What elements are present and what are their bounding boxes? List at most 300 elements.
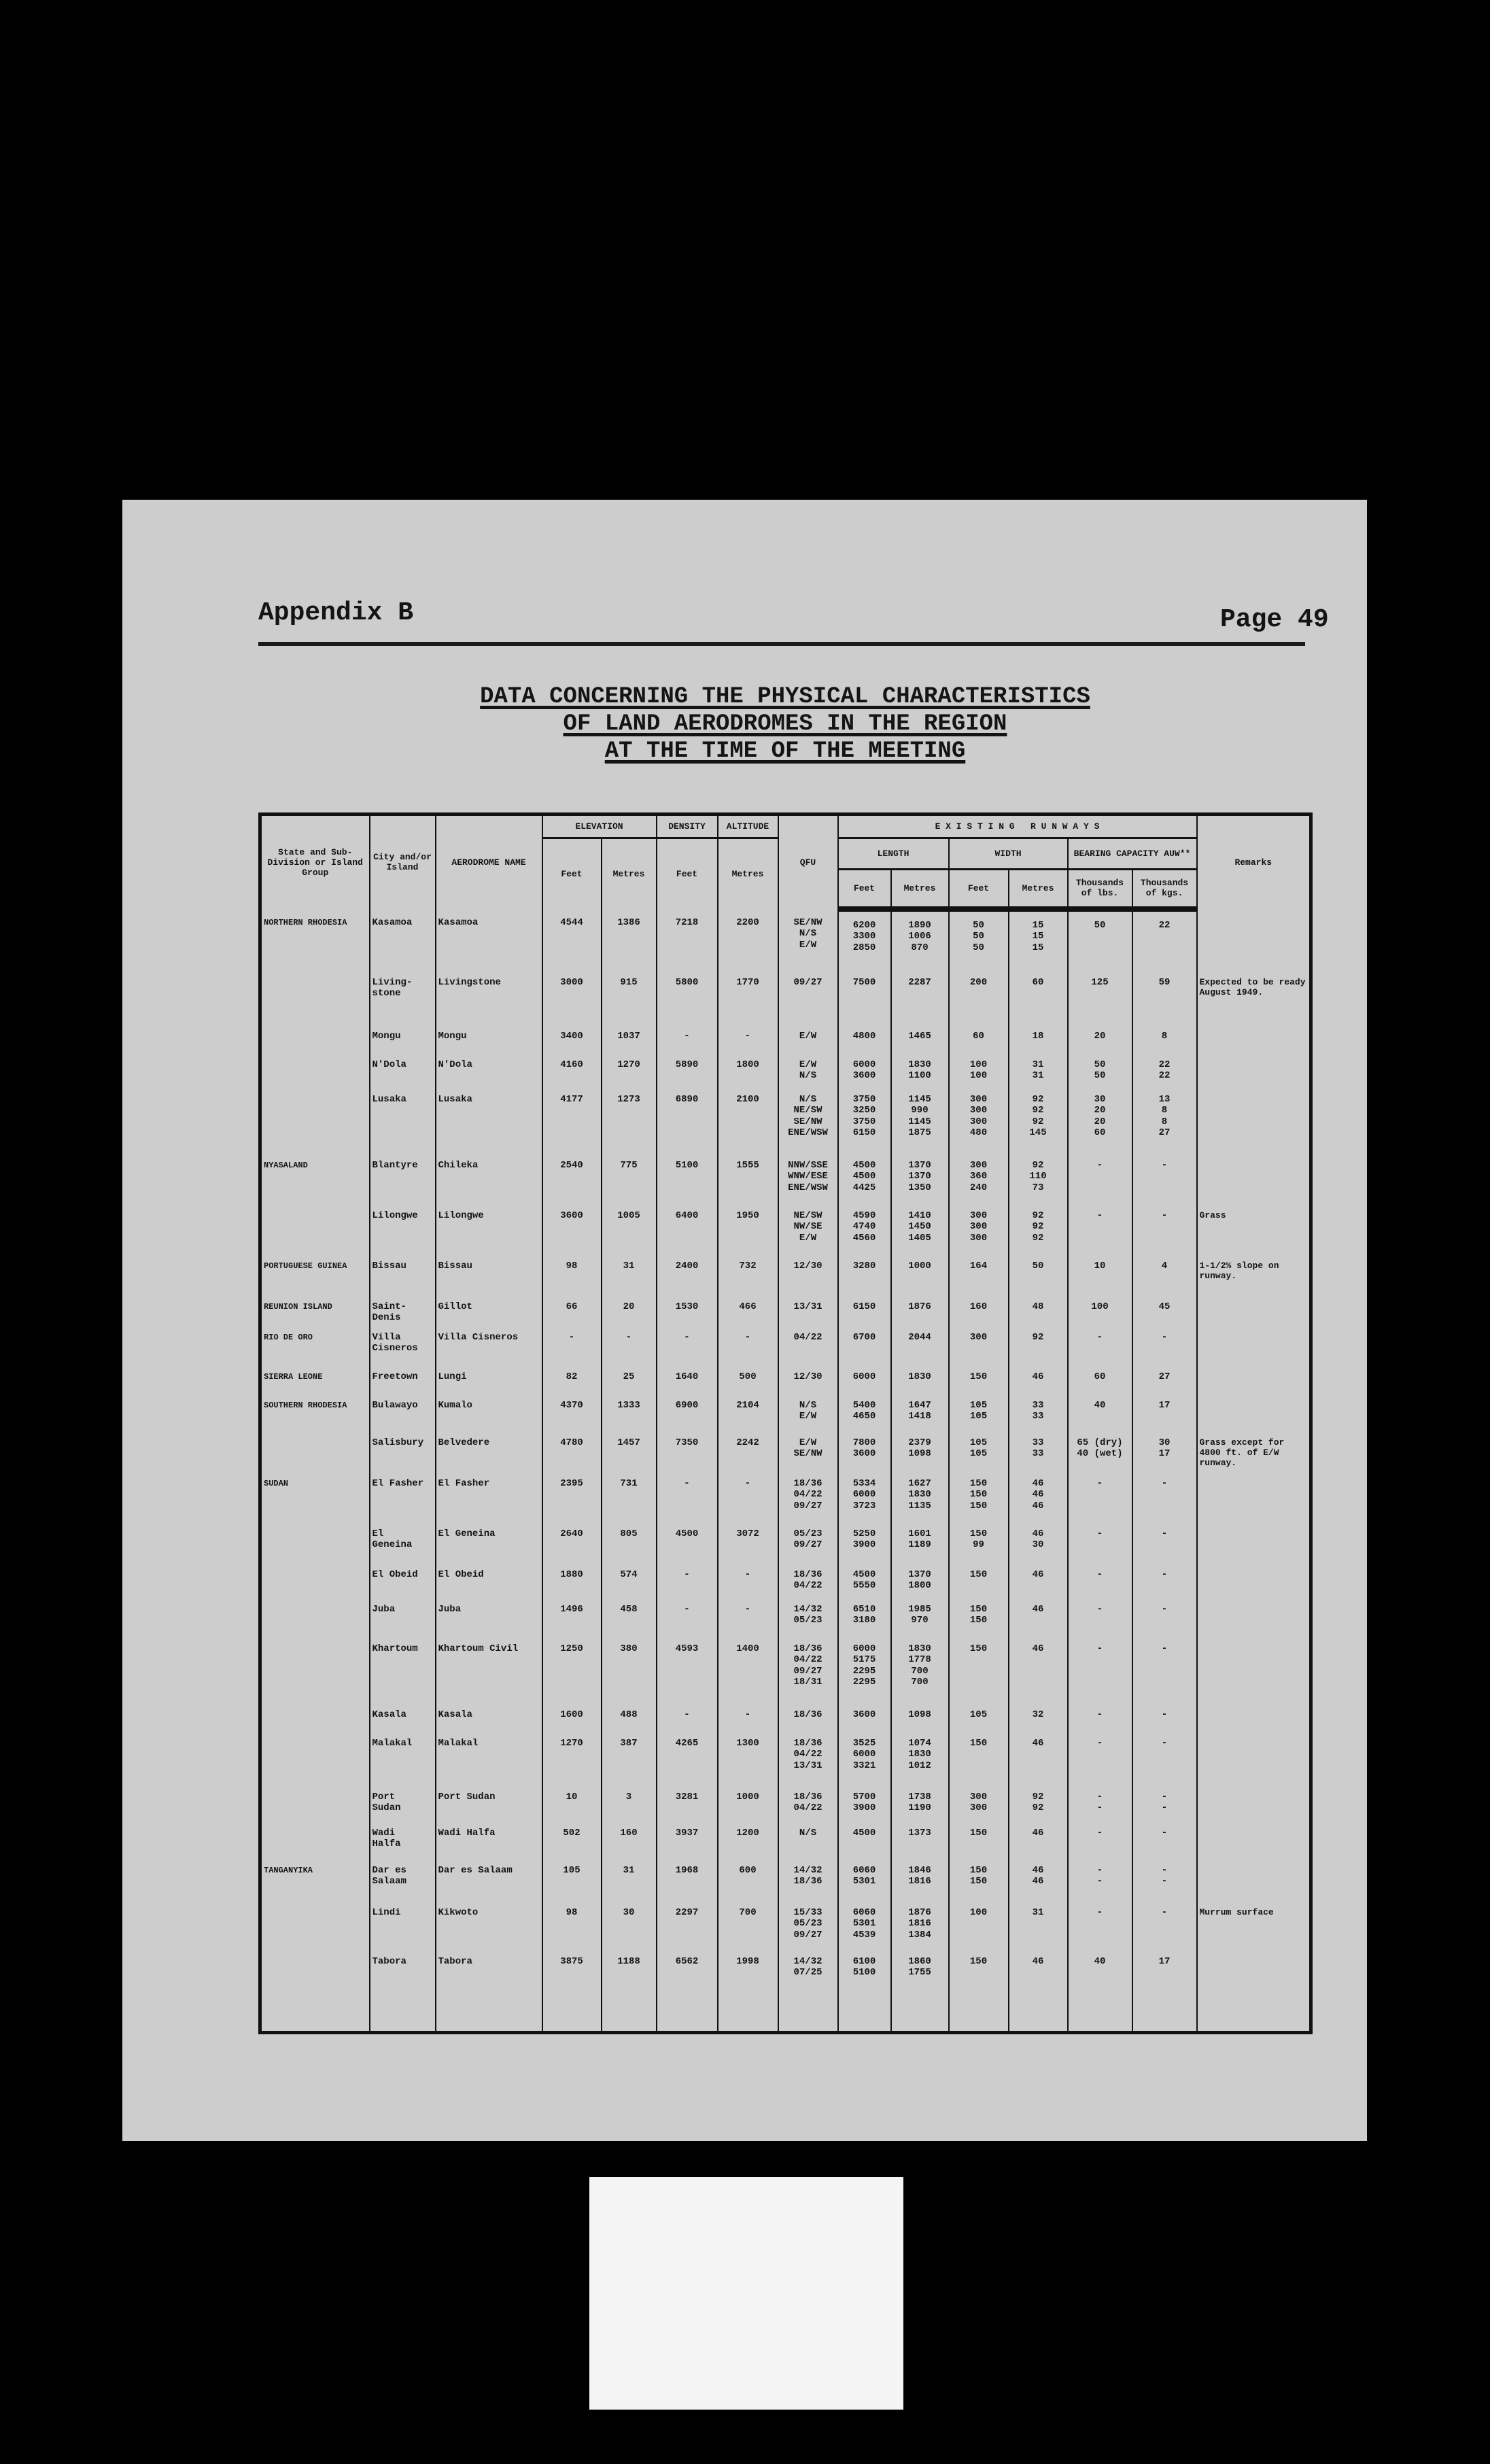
runway-width-metres-cell: 15 15 15 (1009, 909, 1068, 969)
elevation-metres-cell: 25 (602, 1363, 657, 1392)
runway-length-feet-cell: 6700 (838, 1324, 891, 1363)
runway-width-metres-cell: 32 (1009, 1701, 1068, 1730)
qfu-cell: 18/36 04/22 09/27 (778, 1470, 838, 1520)
elevation-feet-cell: 10 (542, 1783, 602, 1819)
runway-length-feet-cell: 6150 (838, 1293, 891, 1324)
qfu-cell: 05/23 09/27 (778, 1520, 838, 1561)
appendix-label: Appendix B (258, 598, 414, 628)
city-cell: Bissau (370, 1252, 436, 1293)
density-altitude-metres-cell: 1770 (718, 969, 778, 1023)
qfu-cell: 18/36 04/22 (778, 1561, 838, 1596)
table-row (260, 1857, 1311, 1899)
bearing-capacity-kgs-cell: - (1132, 1324, 1197, 1363)
state-cell (260, 1948, 370, 2033)
runway-length-metres-cell: 1098 (891, 1701, 949, 1730)
header-aerodrome: AERODROME NAME (436, 815, 542, 909)
state-cell: TANGANYIKA (260, 1857, 370, 1899)
runway-length-feet-cell: 4500 (838, 1819, 891, 1857)
density-altitude-feet-cell: 1968 (657, 1857, 718, 1899)
aerodrome-name-cell: Wadi Halfa (436, 1819, 542, 1857)
runway-width-metres-cell: 92 92 (1009, 1783, 1068, 1819)
bearing-capacity-kgs-cell: 8 (1132, 1023, 1197, 1051)
elevation-feet-cell: 2640 (542, 1520, 602, 1561)
state-cell (260, 1429, 370, 1470)
runway-length-metres-cell: 1738 1190 (891, 1783, 949, 1819)
aerodrome-name-cell: Juba (436, 1596, 542, 1635)
header-existing-runways: E X I S T I N G R U N W A Y S (838, 815, 1197, 838)
table-row (260, 1783, 1311, 1819)
remarks-cell: Expected to be ready August 1949. (1197, 969, 1311, 1023)
bearing-capacity-kgs-cell: 45 (1132, 1293, 1197, 1324)
runway-width-feet-cell: 150 (949, 1730, 1009, 1783)
state-cell: NORTHERN RHODESIA (260, 909, 370, 969)
city-cell: Kasala (370, 1701, 436, 1730)
runway-width-feet-cell: 150 150 (949, 1857, 1009, 1899)
density-altitude-metres-cell: 466 (718, 1293, 778, 1324)
elevation-metres-cell: 458 (602, 1596, 657, 1635)
elevation-metres-cell: 3 (602, 1783, 657, 1819)
aerodrome-name-cell: El Obeid (436, 1561, 542, 1596)
header-altitude: ALTITUDE (718, 815, 778, 838)
table-row (260, 1635, 1311, 1701)
runway-length-feet-cell: 3525 6000 3321 (838, 1730, 891, 1783)
bearing-capacity-lbs-cell: - - (1068, 1783, 1132, 1819)
density-altitude-feet-cell: 6900 (657, 1392, 718, 1429)
elevation-feet-cell: 4177 (542, 1086, 602, 1152)
runway-length-metres-cell: 2044 (891, 1324, 949, 1363)
table-row (260, 1730, 1311, 1783)
city-cell: Dar es Salaam (370, 1857, 436, 1899)
runway-length-feet-cell: 7500 (838, 969, 891, 1023)
density-altitude-feet-cell: 7350 (657, 1429, 718, 1470)
runway-width-metres-cell: 92 110 73 (1009, 1152, 1068, 1202)
runway-length-feet-cell: 4800 (838, 1023, 891, 1051)
density-altitude-metres-cell: 1998 (718, 1948, 778, 2033)
runway-length-feet-cell: 4590 4740 4560 (838, 1202, 891, 1252)
runway-width-feet-cell: 300 300 300 480 (949, 1086, 1009, 1152)
city-cell: Port Sudan (370, 1783, 436, 1819)
state-cell (260, 1202, 370, 1252)
remarks-cell (1197, 1701, 1311, 1730)
aerodrome-name-cell: Lilongwe (436, 1202, 542, 1252)
bearing-capacity-kgs-cell: - - (1132, 1783, 1197, 1819)
city-cell: Khartoum (370, 1635, 436, 1701)
runway-width-feet-cell: 105 105 (949, 1392, 1009, 1429)
bearing-capacity-kgs-cell: 30 17 (1132, 1429, 1197, 1470)
qfu-cell: 18/36 (778, 1701, 838, 1730)
density-altitude-metres-cell: 1300 (718, 1730, 778, 1783)
bearing-capacity-kgs-cell: - (1132, 1899, 1197, 1948)
elevation-feet-cell: 2395 (542, 1470, 602, 1520)
state-cell: SUDAN (260, 1470, 370, 1520)
table-row (260, 1561, 1311, 1596)
document-title (258, 683, 1312, 765)
title-line-3: AT THE TIME OF THE MEETING (604, 738, 966, 764)
remarks-cell (1197, 909, 1311, 969)
qfu-cell: N/S (778, 1819, 838, 1857)
elevation-feet-cell: 98 (542, 1252, 602, 1293)
qfu-cell: 18/36 04/22 09/27 18/31 (778, 1635, 838, 1701)
elevation-feet-cell: 66 (542, 1293, 602, 1324)
runway-width-metres-cell: 46 46 46 (1009, 1470, 1068, 1520)
state-cell (260, 1051, 370, 1086)
remarks-cell (1197, 1948, 1311, 2033)
table-row (260, 1819, 1311, 1857)
qfu-cell: 14/32 07/25 (778, 1948, 838, 2033)
density-altitude-metres-cell: 2104 (718, 1392, 778, 1429)
elevation-metres-cell: 30 (602, 1899, 657, 1948)
bearing-capacity-kgs-cell: - (1132, 1701, 1197, 1730)
remarks-cell (1197, 1293, 1311, 1324)
runway-width-metres-cell: 92 92 92 145 (1009, 1086, 1068, 1152)
density-altitude-feet-cell: - (657, 1596, 718, 1635)
state-cell (260, 1819, 370, 1857)
state-cell (260, 1783, 370, 1819)
runway-width-metres-cell: 46 (1009, 1948, 1068, 2033)
density-altitude-metres-cell: 732 (718, 1252, 778, 1293)
aerodrome-name-cell: Villa Cisneros (436, 1324, 542, 1363)
density-altitude-metres-cell: 1400 (718, 1635, 778, 1701)
elevation-metres-cell: 915 (602, 969, 657, 1023)
aerodrome-name-cell: Kikwoto (436, 1899, 542, 1948)
bearing-capacity-kgs-cell: 22 22 (1132, 1051, 1197, 1086)
runway-width-metres-cell: 18 (1009, 1023, 1068, 1051)
bearing-capacity-kgs-cell: - (1132, 1202, 1197, 1252)
bearing-capacity-kgs-cell: 17 (1132, 1392, 1197, 1429)
table-row (260, 1363, 1311, 1392)
elevation-metres-cell: 1037 (602, 1023, 657, 1051)
remarks-cell: Grass except for 4800 ft. of E/W runway. (1197, 1429, 1311, 1470)
elevation-feet-cell: 3400 (542, 1023, 602, 1051)
density-altitude-metres-cell: - (718, 1561, 778, 1596)
runway-length-metres-cell: 2287 (891, 969, 949, 1023)
bearing-capacity-lbs-cell: - (1068, 1470, 1132, 1520)
elevation-feet-cell: 4370 (542, 1392, 602, 1429)
density-altitude-feet-cell: 4265 (657, 1730, 718, 1783)
city-cell: Juba (370, 1596, 436, 1635)
bearing-capacity-lbs-cell: - (1068, 1152, 1132, 1202)
bearing-capacity-kgs-cell: 4 (1132, 1252, 1197, 1293)
runway-width-feet-cell: 105 (949, 1701, 1009, 1730)
density-altitude-feet-cell: 6562 (657, 1948, 718, 2033)
table-row (260, 1520, 1311, 1561)
elevation-metres-cell: 1270 (602, 1051, 657, 1086)
density-altitude-feet-cell: - (657, 1701, 718, 1730)
elevation-feet-cell: 1496 (542, 1596, 602, 1635)
remarks-cell (1197, 1596, 1311, 1635)
density-altitude-feet-cell: 3937 (657, 1819, 718, 1857)
density-altitude-feet-cell: 7218 (657, 909, 718, 969)
aerodrome-name-cell: Khartoum Civil (436, 1635, 542, 1701)
qfu-cell: 15/33 05/23 09/27 (778, 1899, 838, 1948)
elevation-metres-cell: 574 (602, 1561, 657, 1596)
runway-width-feet-cell: 300 360 240 (949, 1152, 1009, 1202)
density-altitude-metres-cell: - (718, 1023, 778, 1051)
aerodrome-name-cell: Gillot (436, 1293, 542, 1324)
state-cell (260, 1899, 370, 1948)
table-row (260, 1202, 1311, 1252)
qfu-cell: N/S E/W (778, 1392, 838, 1429)
runway-length-feet-cell: 5700 3900 (838, 1783, 891, 1819)
runway-width-feet-cell: 150 99 (949, 1520, 1009, 1561)
elevation-metres-cell: 31 (602, 1857, 657, 1899)
runway-length-metres-cell: 1985 970 (891, 1596, 949, 1635)
table-row (260, 1899, 1311, 1948)
density-altitude-metres-cell: 500 (718, 1363, 778, 1392)
city-cell: Malakal (370, 1730, 436, 1783)
bearing-capacity-kgs-cell: - (1132, 1561, 1197, 1596)
runway-length-feet-cell: 6100 5100 (838, 1948, 891, 2033)
qfu-cell: E/W (778, 1023, 838, 1051)
remarks-cell (1197, 1152, 1311, 1202)
elevation-feet-cell: 1270 (542, 1730, 602, 1783)
header-elevation-feet: Feet (542, 838, 602, 909)
table-row (260, 1324, 1311, 1363)
state-cell: SOUTHERN RHODESIA (260, 1392, 370, 1429)
bearing-capacity-lbs-cell: - (1068, 1596, 1132, 1635)
runway-width-metres-cell: 92 92 92 (1009, 1202, 1068, 1252)
runway-width-metres-cell: 33 33 (1009, 1429, 1068, 1470)
remarks-cell: Grass (1197, 1202, 1311, 1252)
density-altitude-metres-cell: 2200 (718, 909, 778, 969)
city-cell: Living- stone (370, 969, 436, 1023)
bearing-capacity-kgs-cell: 13 8 8 27 (1132, 1086, 1197, 1152)
header-width-feet: Feet (949, 870, 1009, 909)
bearing-capacity-lbs-cell: 10 (1068, 1252, 1132, 1293)
runway-width-feet-cell: 300 300 300 (949, 1202, 1009, 1252)
elevation-metres-cell: 1333 (602, 1392, 657, 1429)
runway-length-metres-cell: 2379 1098 (891, 1429, 949, 1470)
density-altitude-metres-cell: 2242 (718, 1429, 778, 1470)
bearing-capacity-lbs-cell: - (1068, 1701, 1132, 1730)
bearing-capacity-kgs-cell: - (1132, 1520, 1197, 1561)
runway-length-feet-cell: 4500 4500 4425 (838, 1152, 891, 1202)
bearing-capacity-lbs-cell: 100 (1068, 1293, 1132, 1324)
title-line-1: DATA CONCERNING THE PHYSICAL CHARACTERISTICS (480, 684, 1090, 710)
state-cell (260, 1086, 370, 1152)
aerodrome-name-cell: Kasamoa (436, 909, 542, 969)
qfu-cell: 18/36 04/22 (778, 1783, 838, 1819)
runway-width-feet-cell: 150 (949, 1635, 1009, 1701)
density-altitude-metres-cell: - (718, 1324, 778, 1363)
header-length-metres: Metres (891, 870, 949, 909)
state-cell: RIO DE ORO (260, 1324, 370, 1363)
aerodrome-name-cell: El Geneina (436, 1520, 542, 1561)
state-cell: REUNION ISLAND (260, 1293, 370, 1324)
density-altitude-metres-cell: 2100 (718, 1086, 778, 1152)
bearing-capacity-lbs-cell: 40 (1068, 1392, 1132, 1429)
city-cell: Lindi (370, 1899, 436, 1948)
remarks-cell (1197, 1819, 1311, 1857)
remarks-cell (1197, 1324, 1311, 1363)
bearing-capacity-lbs-cell: - (1068, 1899, 1132, 1948)
bearing-capacity-kgs-cell: - (1132, 1470, 1197, 1520)
qfu-cell: N/S NE/SW SE/NW ENE/WSW (778, 1086, 838, 1152)
header-thousands-lbs: Thousands of lbs. (1068, 870, 1132, 909)
table-row (260, 1470, 1311, 1520)
table-row (260, 1392, 1311, 1429)
runway-width-metres-cell: 46 (1009, 1561, 1068, 1596)
runway-length-feet-cell: 6000 3600 (838, 1051, 891, 1086)
elevation-feet-cell: 1250 (542, 1635, 602, 1701)
remarks-cell: 1-1/2% slope on runway. (1197, 1252, 1311, 1293)
elevation-metres-cell: 731 (602, 1470, 657, 1520)
remarks-cell (1197, 1561, 1311, 1596)
runway-length-feet-cell: 6000 5175 2295 2295 (838, 1635, 891, 1701)
runway-length-feet-cell: 3750 3250 3750 6150 (838, 1086, 891, 1152)
qfu-cell: E/W SE/NW (778, 1429, 838, 1470)
header-altitude-metres: Metres (718, 838, 778, 909)
runway-width-feet-cell: 150 (949, 1561, 1009, 1596)
density-altitude-feet-cell: 1530 (657, 1293, 718, 1324)
elevation-metres-cell: 380 (602, 1635, 657, 1701)
runway-width-feet-cell: 150 150 150 (949, 1470, 1009, 1520)
table-row (260, 1596, 1311, 1635)
qfu-cell: SE/NW N/S E/W (778, 909, 838, 969)
elevation-metres-cell: 387 (602, 1730, 657, 1783)
runway-length-metres-cell: 1830 (891, 1363, 949, 1392)
density-altitude-feet-cell: 1640 (657, 1363, 718, 1392)
runway-width-metres-cell: 46 (1009, 1596, 1068, 1635)
bearing-capacity-lbs-cell: 50 50 (1068, 1051, 1132, 1086)
runway-length-metres-cell: 1647 1418 (891, 1392, 949, 1429)
elevation-metres-cell: 1188 (602, 1948, 657, 2033)
table-row (260, 909, 1311, 969)
aerodrome-name-cell: Kumalo (436, 1392, 542, 1429)
header-elevation: ELEVATION (542, 815, 657, 838)
header-density: DENSITY (657, 815, 718, 838)
state-cell: PORTUGUESE GUINEA (260, 1252, 370, 1293)
runway-width-feet-cell: 150 (949, 1363, 1009, 1392)
remarks-cell (1197, 1470, 1311, 1520)
runway-length-feet-cell: 6000 (838, 1363, 891, 1392)
density-altitude-feet-cell: - (657, 1561, 718, 1596)
state-cell (260, 1635, 370, 1701)
header-city: City and/or Island (370, 815, 436, 909)
elevation-metres-cell: 775 (602, 1152, 657, 1202)
aerodrome-name-cell: El Fasher (436, 1470, 542, 1520)
density-altitude-metres-cell: 1950 (718, 1202, 778, 1252)
elevation-metres-cell: 805 (602, 1520, 657, 1561)
city-cell: Salisbury (370, 1429, 436, 1470)
bearing-capacity-lbs-cell: - (1068, 1520, 1132, 1561)
aerodrome-name-cell: Kasala (436, 1701, 542, 1730)
runway-width-feet-cell: 100 (949, 1899, 1009, 1948)
bearing-capacity-lbs-cell: 30 20 20 60 (1068, 1086, 1132, 1152)
aerodrome-name-cell: Livingstone (436, 969, 542, 1023)
city-cell: N'Dola (370, 1051, 436, 1086)
bearing-capacity-kgs-cell: 22 (1132, 909, 1197, 969)
qfu-cell: 13/31 (778, 1293, 838, 1324)
runway-width-feet-cell: 164 (949, 1252, 1009, 1293)
runway-length-metres-cell: 1465 (891, 1023, 949, 1051)
density-altitude-metres-cell: 1000 (718, 1783, 778, 1819)
state-cell (260, 1520, 370, 1561)
runway-width-feet-cell: 150 (949, 1948, 1009, 2033)
remarks-cell (1197, 1023, 1311, 1051)
aerodrome-name-cell: Dar es Salaam (436, 1857, 542, 1899)
runway-width-metres-cell: 46 (1009, 1363, 1068, 1392)
runway-width-feet-cell: 300 (949, 1324, 1009, 1363)
runway-width-metres-cell: 48 (1009, 1293, 1068, 1324)
runway-length-feet-cell: 3280 (838, 1252, 891, 1293)
runway-length-metres-cell: 1627 1830 1135 (891, 1470, 949, 1520)
aerodromes-table (258, 812, 1313, 2034)
header-width-metres: Metres (1009, 870, 1068, 909)
runway-width-metres-cell: 31 (1009, 1899, 1068, 1948)
runway-length-feet-cell: 5334 6000 3723 (838, 1470, 891, 1520)
bearing-capacity-kgs-cell: - (1132, 1152, 1197, 1202)
table-row (260, 1948, 1311, 2033)
bearing-capacity-lbs-cell: - (1068, 1202, 1132, 1252)
qfu-cell: 12/30 (778, 1252, 838, 1293)
remarks-cell (1197, 1783, 1311, 1819)
qfu-cell: 18/36 04/22 13/31 (778, 1730, 838, 1783)
density-altitude-metres-cell: - (718, 1701, 778, 1730)
runway-width-metres-cell: 33 33 (1009, 1392, 1068, 1429)
elevation-feet-cell: 3000 (542, 969, 602, 1023)
runway-width-feet-cell: 150 150 (949, 1596, 1009, 1635)
density-altitude-feet-cell: 4500 (657, 1520, 718, 1561)
bearing-capacity-lbs-cell: - (1068, 1561, 1132, 1596)
elevation-feet-cell: 3875 (542, 1948, 602, 2033)
density-altitude-feet-cell: 2400 (657, 1252, 718, 1293)
city-cell: Lusaka (370, 1086, 436, 1152)
header-length: LENGTH (838, 838, 949, 870)
density-altitude-feet-cell: - (657, 1023, 718, 1051)
runway-length-feet-cell: 6200 3300 2850 (838, 909, 891, 969)
elevation-feet-cell: 502 (542, 1819, 602, 1857)
header-remarks: Remarks (1197, 815, 1311, 909)
elevation-feet-cell: 4780 (542, 1429, 602, 1470)
density-altitude-metres-cell: 700 (718, 1899, 778, 1948)
elevation-feet-cell: 1600 (542, 1701, 602, 1730)
density-altitude-metres-cell: 1800 (718, 1051, 778, 1086)
bearing-capacity-lbs-cell: - (1068, 1819, 1132, 1857)
remarks-cell (1197, 1392, 1311, 1429)
qfu-cell: NNW/SSE WNW/ESE ENE/WSW (778, 1152, 838, 1202)
runway-width-metres-cell: 50 (1009, 1252, 1068, 1293)
table-row (260, 1701, 1311, 1730)
state-cell (260, 1701, 370, 1730)
aerodrome-name-cell: Lungi (436, 1363, 542, 1392)
city-cell: Kasamoa (370, 909, 436, 969)
aerodrome-name-cell: Belvedere (436, 1429, 542, 1470)
density-altitude-metres-cell: - (718, 1470, 778, 1520)
runway-length-metres-cell: 1860 1755 (891, 1948, 949, 2033)
runway-length-metres-cell: 1830 1100 (891, 1051, 949, 1086)
header-length-feet: Feet (838, 870, 891, 909)
density-altitude-metres-cell: 1200 (718, 1819, 778, 1857)
qfu-cell: 14/32 05/23 (778, 1596, 838, 1635)
runway-length-metres-cell: 1890 1006 870 (891, 909, 949, 969)
runway-width-feet-cell: 150 (949, 1819, 1009, 1857)
qfu-cell: NE/SW NW/SE E/W (778, 1202, 838, 1252)
state-cell (260, 1730, 370, 1783)
density-altitude-metres-cell: - (718, 1596, 778, 1635)
table-row (260, 969, 1311, 1023)
bearing-capacity-lbs-cell: 65 (dry) 40 (wet) (1068, 1429, 1132, 1470)
aerodrome-name-cell: N'Dola (436, 1051, 542, 1086)
table-row (260, 1023, 1311, 1051)
bearing-capacity-lbs-cell: 40 (1068, 1948, 1132, 2033)
state-cell (260, 969, 370, 1023)
density-altitude-feet-cell: 5890 (657, 1051, 718, 1086)
remarks-cell: Murrum surface (1197, 1899, 1311, 1948)
elevation-feet-cell: - (542, 1324, 602, 1363)
city-cell: Villa Cisneros (370, 1324, 436, 1363)
city-cell: El Obeid (370, 1561, 436, 1596)
